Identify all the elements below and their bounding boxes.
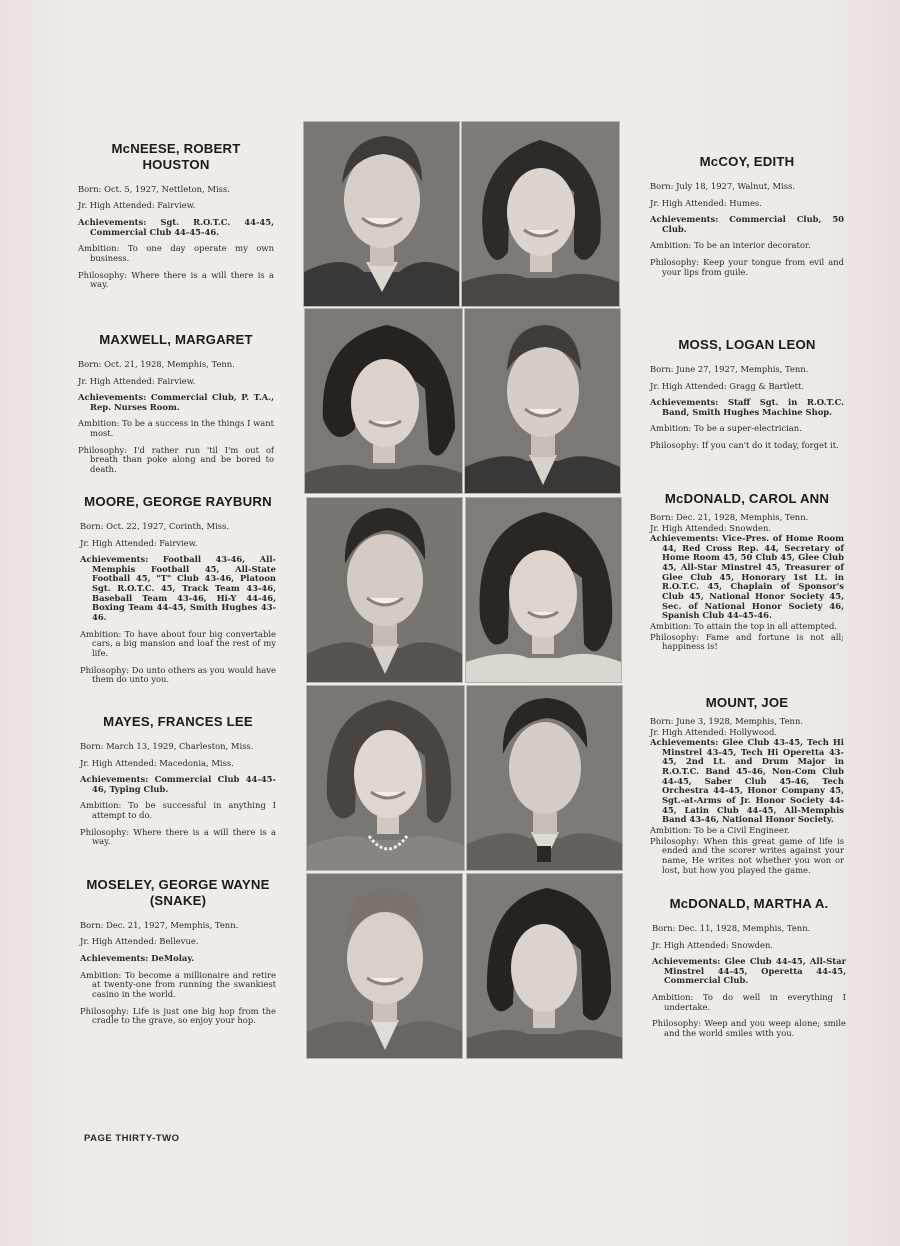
student-ambition: Ambition: To have about four big convertable cars, a big mansion and loaf the rest of my life. [80,628,276,659]
student-name: MOUNT, JOE [705,695,789,710]
student-philosophy: Philosophy: Keep your tongue from evil and your lips from guile. [650,257,844,277]
student-philosophy: Philosophy: I'd rather run 'til I'm out of breath than poke along and be bored to death. [78,444,274,475]
portrait-photo-mcdonald-carol [465,497,622,683]
student-name: McNEESE, ROBERT HOUSTON [111,141,241,172]
student-name: McCOY, EDITH [699,154,795,169]
portrait-photo-mccoy [461,121,620,307]
portrait-photo-mcneese [303,121,460,307]
student-born: Born: Dec. 11, 1928, Memphis, Tenn. [652,922,811,933]
student-jr-high: Jr. High Attended: Humes. [650,197,762,208]
student-philosophy: Philosophy: Fame and fortune is not all; happiness is! [650,631,844,652]
student-jr-high: Jr. High Attended: Gragg & Bartlett. [650,380,805,391]
student-entry-moore [80,494,276,692]
student-name: MAXWELL, MARGARET [99,332,253,347]
student-entry-mccoy [650,154,844,284]
student-entry-mcneese [78,141,274,297]
student-ambition: Ambition: To do well in everything I undertake. [652,992,846,1012]
student-name: MOORE, GEORGE RAYBURN [84,494,272,509]
student-philosophy: Philosophy: When this great game of life is ended and the scorer writes against your name, He writes not whether you won or lost, but how you played the game. [650,835,844,875]
student-entry-maxwell [78,332,274,482]
student-born: Born: July 18, 1927, Walnut, Miss. [650,180,796,191]
portrait-photo-moore [306,497,463,683]
student-ambition: Ambition: To be a Civil Engineer. [650,825,790,836]
student-jr-high: Jr. High Attended: Fairview. [78,200,196,211]
student-philosophy: Philosophy: If you can't do it today, forget it. [650,440,839,451]
student-born: Born: Oct. 5, 1927, Nettleton, Miss. [78,183,230,194]
student-ambition: Ambition: To be a super-electrician. [650,423,802,434]
student-entry-mcdonald-carol [650,491,844,653]
student-name: McDONALD, CAROL ANN [664,491,830,506]
student-name: MAYES, FRANCES LEE [103,714,253,729]
student-entry-moss [650,337,844,458]
portrait-photo-mayes [306,685,465,871]
student-jr-high: Jr. High Attended: Macedonia, Miss. [80,757,234,768]
student-ambition: Ambition: To be an interior decorator. [650,240,811,251]
student-achievements: Achievements: Staff Sgt. in R.O.T.C. Band, Smith Hughes Machine Shop. [650,397,844,417]
student-achievements: Achievements: Vice-Pres. of Home Room 44, Red Cross Rep. 44, Secretary of Home Room 45, 50 Club 45, Glee Club 45, All-Star Minstrel 45, Treasurer of Glee Club 45, Honorary 1st Lt. in R.O.T.C. 45, Chaplain of Sponsor's Club 45, National Honor Society 45, Sec. of National Honor Society 46, Spanish Club 44-45-46. [650,533,844,621]
student-achievements: Achievements: DeMolay. [80,953,195,963]
student-jr-high: Jr. High Attended: Hollywood. [650,726,778,737]
student-jr-high: Jr. High Attended: Fairview. [80,537,198,548]
student-achievements: Achievements: Commercial Club, P. T.A., Rep. Nurses Room. [78,392,274,412]
student-ambition: Ambition: To attain the top in all attempted. [650,621,837,632]
student-ambition: Ambition: To be successful in anything I attempt to do. [80,800,276,821]
student-born: Born: June 27, 1927, Memphis, Tenn. [650,363,809,374]
student-name: McDONALD, MARTHA A. [669,896,829,911]
student-born: Born: Dec. 21, 1927, Memphis, Tenn. [80,919,239,930]
portrait-photo-mount [466,685,623,871]
portrait-photo-maxwell [304,308,463,494]
student-achievements: Achievements: Commercial Club 44-45-46, Typing Club. [80,774,276,794]
student-name: MOSELEY, GEORGE WAYNE (SNAKE) [86,877,270,908]
student-ambition: Ambition: To one day operate my own business. [78,243,274,263]
student-born: Born: Oct. 21, 1928, Memphis, Tenn. [78,358,235,369]
student-achievements: Achievements: Sgt. R.O.T.C. 44-45, Commercial Club 44-45-46. [78,217,274,237]
student-ambition: Ambition: To be a success in the things I want most. [78,418,274,439]
student-achievements: Achievements: Glee Club 43-45, Tech Hi Minstrel 43-45, Tech Hi Operetta 43-45, 2nd Lt. and Drum Major in R.O.T.C. Band 45-46, Non-Com Club 44-45, Saber Club 45-46, Tech Orchestra 44-45, Honor Company 45, Sgt.-at-Arms of Jr. Honor Society 44-45, Latin Club 44-45, All-Memphis Band 43-46, National Honor Society. [650,737,844,825]
student-achievements: Achievements: Glee Club 44-45, All-Star Minstrel 44-45, Operetta 44-45, Commercial Club. [652,956,846,986]
portrait-photo-moseley [306,873,463,1059]
student-name: MOSS, LOGAN LEON [678,337,816,352]
portrait-photo-moss [464,308,621,494]
student-philosophy: Philosophy: Where there is a will there is a way. [80,826,276,847]
student-jr-high: Jr. High Attended: Snowden. [650,522,772,533]
student-jr-high: Jr. High Attended: Bellevue. [80,936,199,947]
student-achievements: Achievements: Football 43-46, All-Memphis Football 45, All-State Football 45, "T" Club 43-46, Platoon Sgt. R.O.T.C. 45, Track Team 43-46, Baseball Team 43-46, Hi-Y 44-46, Boxing Team 44-45, Smith Hughes 43-46. [80,554,276,623]
student-born: Born: Dec. 21, 1928, Memphis, Tenn. [650,511,809,522]
portrait-photo-mcdonald-martha [466,873,623,1059]
student-born: Born: March 13, 1929, Charleston, Miss. [80,740,254,751]
student-entry-mount [650,695,844,876]
student-philosophy: Philosophy: Life is just one big hop from the cradle to the grave, so enjoy your hop. [80,1005,276,1026]
student-ambition: Ambition: To become a millionaire and retire at twenty-one from running the swankiest casino in the world. [80,969,276,999]
student-achievements: Achievements: Commercial Club, 50 Club. [650,214,844,234]
student-philosophy: Philosophy: Weep and you weep alone; smile and the world smiles with you. [652,1018,846,1039]
student-jr-high: Jr. High Attended: Snowden. [652,939,774,950]
student-philosophy: Philosophy: Do unto others as you would have them do unto you. [80,664,276,685]
student-born: Born: Oct. 22, 1927, Corinth, Miss. [80,520,230,531]
student-entry-mcdonald-martha [652,896,846,1046]
student-philosophy: Philosophy: Where there is a will there is a way. [78,269,274,290]
student-jr-high: Jr. High Attended: Fairview. [78,375,196,386]
student-born: Born: June 3, 1928, Memphis, Tenn. [650,715,804,726]
student-entry-moseley [80,877,276,1033]
page-number: PAGE THIRTY-TWO [84,1133,180,1144]
student-entry-mayes [80,714,276,854]
